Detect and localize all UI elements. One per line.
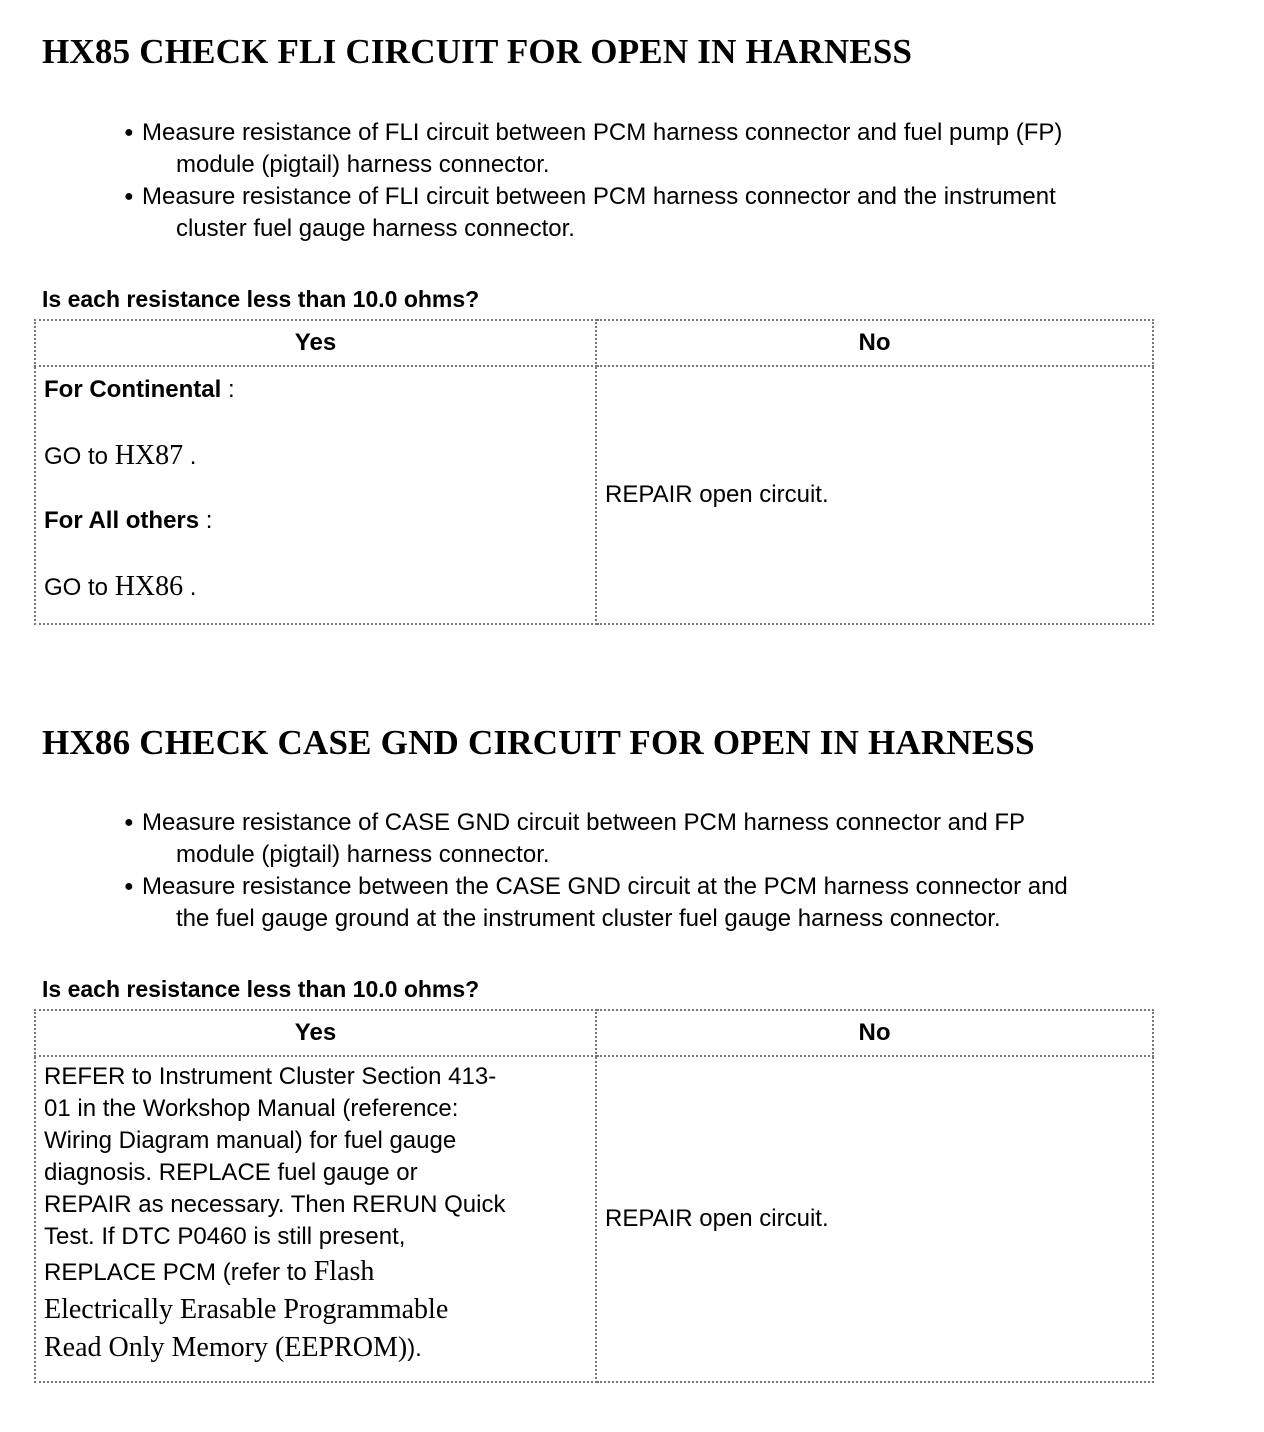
yes-cell — [35, 1056, 596, 1382]
yes-text-line: REPAIR as necessary. Then RERUN Quick — [44, 1191, 506, 1218]
no-header: No — [596, 320, 1153, 366]
table-row — [35, 1056, 1153, 1382]
yes-cell — [35, 366, 596, 624]
yes-header: Yes — [35, 320, 596, 366]
goto-link-hx86[interactable]: HX86 — [114, 571, 184, 602]
question-text: Is each resistance less than 10.0 ohms? — [42, 286, 480, 312]
others-label: For All others — [44, 507, 200, 534]
yes-text-line: Test. If DTC P0460 is still present, — [44, 1223, 406, 1250]
step-item — [124, 871, 1068, 935]
no-cell: REPAIR open circuit. — [596, 366, 1153, 624]
continental-label: For Continental — [44, 376, 222, 403]
eeprom-link-part[interactable]: Flash — [306, 1256, 375, 1287]
eeprom-link-part[interactable]: Read Only Memory (EEPROM) — [44, 1332, 408, 1363]
others-line — [44, 504, 587, 538]
colon-text: : — [199, 507, 213, 534]
colon-text: : — [221, 376, 235, 403]
yes-header: Yes — [35, 1010, 596, 1056]
bullet-icon: ● — [124, 814, 134, 831]
step-item — [124, 117, 1062, 181]
no-header: No — [596, 1010, 1153, 1056]
no-cell: REPAIR open circuit. — [596, 1056, 1153, 1382]
step-text-line1: Measure resistance of FLI circuit between PCM harness connector and the instrument — [142, 183, 1056, 210]
eeprom-link-part[interactable]: Electrically Erasable Programmable — [44, 1294, 449, 1325]
step-item — [124, 807, 1068, 871]
yes-text-line: Wiring Diagram manual) for fuel gauge — [44, 1127, 457, 1154]
step-text-line1: Measure resistance of CASE GND circuit between PCM harness connector and FP — [142, 809, 1026, 836]
closing-text: ). — [407, 1335, 422, 1362]
table-row — [35, 366, 1153, 624]
yes-text-line: diagnosis. REPLACE fuel gauge or — [44, 1159, 418, 1186]
goto-prefix: GO to — [44, 443, 115, 470]
table-header-row — [35, 1010, 1153, 1056]
step-text-line1: Measure resistance of FLI circuit between PCM harness connector and fuel pump (FP) — [142, 119, 1063, 146]
yes-text-line: 01 in the Workshop Manual (reference: — [44, 1095, 459, 1122]
answer-table — [34, 1009, 1154, 1383]
step-text-line2: cluster fuel gauge harness connector. — [176, 215, 575, 242]
section-heading: HX85 CHECK FLI CIRCUIT FOR OPEN IN HARNESS — [42, 32, 913, 71]
goto-line — [44, 439, 587, 474]
bullet-icon: ● — [124, 188, 134, 205]
bullet-icon: ● — [124, 124, 134, 141]
continental-line — [44, 373, 587, 407]
period-text: . — [183, 574, 197, 601]
step-text-line1: Measure resistance between the CASE GND circuit at the PCM harness connector and — [142, 873, 1068, 900]
step-list — [124, 807, 1068, 935]
yes-text-line: REFER to Instrument Cluster Section 413- — [44, 1063, 497, 1090]
goto-link-hx87[interactable]: HX87 — [114, 440, 184, 471]
period-text: . — [183, 443, 197, 470]
step-text-line2: the fuel gauge ground at the instrument cluster fuel gauge harness connector. — [176, 905, 1001, 932]
goto-prefix: GO to — [44, 574, 115, 601]
section-heading: HX86 CHECK CASE GND CIRCUIT FOR OPEN IN HARNESS — [42, 723, 1035, 762]
yes-text-span: REPLACE PCM (refer to — [44, 1259, 307, 1286]
step-item — [124, 181, 1062, 245]
yes-text-line — [44, 1253, 587, 1291]
answer-table — [34, 319, 1154, 625]
goto-line — [44, 570, 587, 605]
step-text-line2: module (pigtail) harness connector. — [176, 841, 550, 868]
question-text: Is each resistance less than 10.0 ohms? — [42, 976, 480, 1002]
step-list — [124, 117, 1062, 245]
bullet-icon: ● — [124, 878, 134, 895]
yes-text-line — [44, 1329, 587, 1367]
step-text-line2: module (pigtail) harness connector. — [176, 151, 550, 178]
table-header-row — [35, 320, 1153, 366]
